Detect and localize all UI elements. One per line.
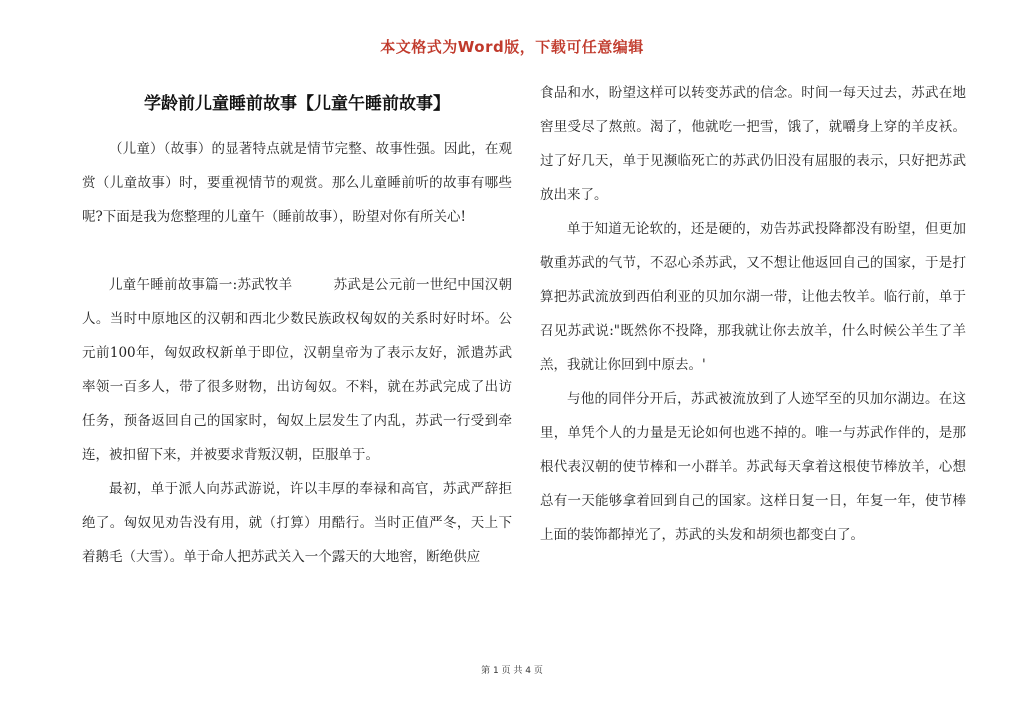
editable-word-banner: 本文格式为Word版，下载可任意编辑 bbox=[380, 38, 644, 56]
page-number: 第 1 页 共 4 页 bbox=[481, 666, 543, 676]
story-paragraph-1: 儿童午睡前故事篇一:苏武牧羊 苏武是公元前一世纪中国汉朝人。当时中原地区的汉朝和西北少数民族政权匈奴的关系时好时坏。公元前100年，匈奴政权新单于即位，汉朝皇帝为了表示友好，派遣苏武率领一百多人，带了很多财物，出访匈奴。不料，就在苏武完成了出访任务，预备返回自己的国家时，匈奴上层发生了内乱，苏武一行受到牵连，被扣留下来，并被要求背叛汉朝，臣服单于。 bbox=[82, 277, 512, 463]
story-paragraph-3: 食品和水，盼望这样可以转变苏武的信念。时间一每天过去，苏武在地窖里受尽了熬煎。渴了，他就吃一把雪，饿了，就嚼身上穿的羊皮袄。过了好几天，单于见濒临死亡的苏武仍旧没有屈服的表示，只好把苏武放出来了。 bbox=[540, 85, 966, 203]
story-paragraph-5: 与他的同伴分开后，苏武被流放到了人迹罕至的贝加尔湖边。在这里，单凭个人的力量是无论如何也逃不掉的。唯一与苏武作伴的，是那根代表汉朝的使节棒和一小群羊。苏武每天拿着这根使节棒放羊，心想总有一天能够拿着回到自己的国家。这样日复一日，年复一年，使节棒上面的装饰都掉光了，苏武的头发和胡须也都变白了。 bbox=[540, 391, 966, 543]
document-title: 学龄前儿童睡前故事【儿童午睡前故事】 bbox=[144, 94, 450, 114]
intro-paragraph: （儿童）（故事）的显著特点就是情节完整、故事性强。因此，在观赏（儿童故事）时，要重视情节的观赏。那么儿童睡前听的故事有哪些呢?下面是我为您整理的儿童午（睡前故事），盼望对你有所关心! bbox=[82, 141, 512, 225]
right-column bbox=[540, 76, 966, 552]
story-paragraph-4: 单于知道无论软的，还是硬的，劝告苏武投降都没有盼望，但更加敬重苏武的气节，不忍心杀苏武，又不想让他返回自己的国家，于是打算把苏武流放到西伯利亚的贝加尔湖一带，让他去牧羊。临行前，单于召见苏武说:"既然你不投降，那我就让你去放羊，什么时候公羊生了羊羔，我就让你回到中原去。' bbox=[540, 221, 966, 373]
story-paragraph-2: 最初，单于派人向苏武游说，许以丰厚的奉禄和高官，苏武严辞拒绝了。匈奴见劝告没有用，就（打算）用酷行。当时正值严冬，天上下着鹅毛（大雪）。单于命人把苏武关入一个露天的大地窖，断绝供应 bbox=[82, 481, 512, 565]
left-column bbox=[82, 92, 512, 574]
